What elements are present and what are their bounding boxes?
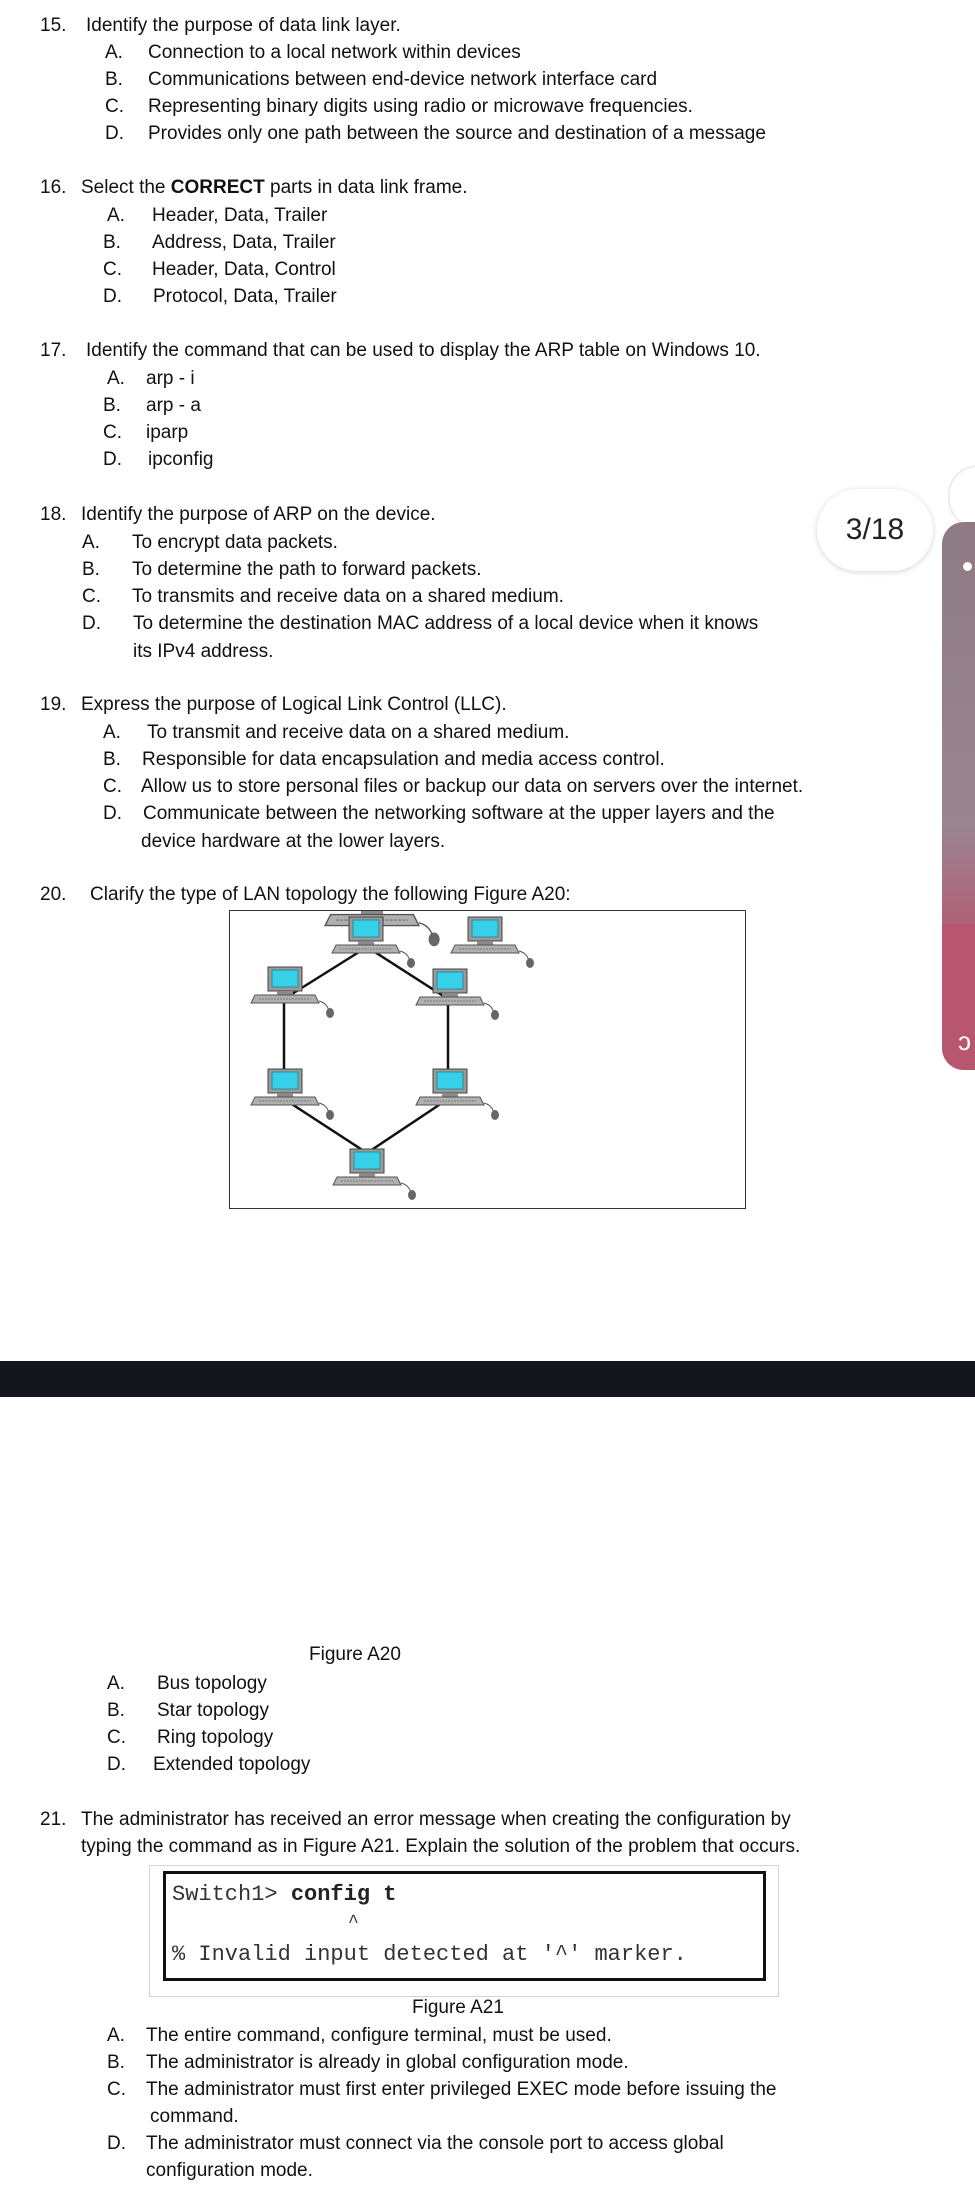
option-text: Connection to a local network within devices [148,42,521,63]
option-letter: A. [107,205,125,226]
option-text: arp - i [146,368,195,389]
side-panel-dot [963,562,972,571]
option-letter: B. [82,559,100,580]
option-text-continued: its IPv4 address. [133,641,274,662]
option-text: arp - a [146,395,201,416]
question-text-end: parts in data link frame. [264,177,468,198]
question-text: The administrator has received an error message when creating the configuration by [81,1809,791,1830]
option-letter: C. [103,259,122,280]
option-letter: C. [107,1727,126,1748]
option-letter: D. [105,123,124,144]
option-letter: D. [82,613,101,634]
option-text: To determine the path to forward packets. [132,559,482,580]
figure-a20-ring-topology [229,910,746,1209]
question-text-start: Select the [81,177,171,198]
question-number: 19. [40,694,67,715]
option-letter: C. [103,776,122,797]
option-text: Responsible for data encapsulation and media access control. [142,749,665,770]
option-text: iparp [146,422,189,443]
option-letter: B. [103,395,121,416]
option-text-continued: command. [150,2106,239,2127]
ring-topology-diagram [230,911,745,1208]
question-text: Identify the command that can be used to display the ARP table on Windows 10. [86,340,761,361]
option-letter: A. [103,722,121,743]
option-text: To determine the destination MAC address of a local device when it knows [133,613,759,634]
option-letter: B. [103,232,121,253]
option-text: Allow us to store personal files or backup our data on servers over the internet. [141,776,804,797]
cli-caret: ^ [348,1913,359,1933]
option-letter: B. [105,69,123,90]
option-text: Extended topology [153,1754,311,1775]
option-letter: D. [103,803,122,824]
question-number: 20. [40,884,67,905]
option-text: Address, Data, Trailer [152,232,336,253]
question-text: Express the purpose of Logical Link Control (LLC). [81,694,507,715]
question-text [81,178,468,197]
side-panel-ring [948,465,975,529]
option-text: To transmit and receive data on a shared medium. [147,722,570,743]
option-letter: A. [105,42,123,63]
option-letter: D. [103,449,122,470]
question-number: 17. [40,340,67,361]
page-indicator [817,489,933,571]
option-text: Communications between end-device network interface card [148,69,658,90]
option-text: To encrypt data packets. [132,532,338,553]
option-text: ipconfig [148,449,214,470]
figure-caption: Figure A20 [309,1644,401,1665]
question-number: 21. [40,1809,67,1830]
question-text-continued: typing the command as in Figure A21. Explain the solution of the problem that occurs. [81,1836,801,1857]
option-text: To transmits and receive data on a shared medium. [132,586,564,607]
question-number: 15. [40,15,67,36]
cli-command: config t [290,1882,397,1907]
option-letter: C. [82,586,101,607]
page-separator-bar [0,1361,975,1397]
cli-prompt: Switch1> [172,1882,291,1907]
ring-connections [284,947,448,1153]
option-letter: A. [82,532,100,553]
option-text: Protocol, Data, Trailer [153,286,337,307]
option-text: Header, Data, Trailer [152,205,328,226]
option-letter: B. [107,2052,125,2073]
option-text: The entire command, configure terminal, must be used. [146,2025,612,2046]
side-panel-c-icon: ɔ [958,1026,971,1056]
option-text: Communicate between the networking software at the upper layers and the [143,803,775,824]
option-letter: D. [107,1754,126,1775]
question-text: Identify the purpose of ARP on the device. [81,504,436,525]
question-text-emphasis: CORRECT [170,177,265,198]
option-text: The administrator is already in global configuration mode. [146,2052,629,2073]
page-indicator-text: 3/18 [845,513,905,546]
option-text: Bus topology [157,1673,267,1694]
figure-a21-cli [163,1871,766,1981]
option-letter: B. [107,1700,125,1721]
computer-node [251,917,534,1200]
option-letter: A. [107,368,125,389]
question-text: Clarify the type of LAN topology the following Figure A20: [90,884,571,905]
option-letter: A. [107,2025,125,2046]
cli-command-line [172,1884,396,1906]
option-text: Provides only one path between the source and destination of a message [148,123,766,144]
option-text-continued: device hardware at the lower layers. [141,831,446,852]
option-text: The administrator must connect via the console port to access global [146,2133,724,2154]
option-text: Representing binary digits using radio or microwave frequencies. [148,96,693,117]
option-letter: D. [107,2133,126,2154]
option-text: Header, Data, Control [152,259,336,280]
option-text: Ring topology [157,1727,274,1748]
option-letter: C. [107,2079,126,2100]
option-text-continued: configuration mode. [146,2160,313,2181]
question-number: 18. [40,504,67,525]
option-text: Star topology [157,1700,269,1721]
option-letter: B. [103,749,121,770]
question-text: Identify the purpose of data link layer. [86,15,401,36]
option-letter: D. [103,286,122,307]
cli-error-message: % Invalid input detected at '^' marker. [172,1942,687,1967]
figure-caption: Figure A21 [412,1997,504,2018]
option-letter: A. [107,1673,125,1694]
option-text: The administrator must first enter privileged EXEC mode before issuing the [146,2079,777,2100]
question-number: 16. [40,177,67,198]
option-letter: C. [103,422,122,443]
side-panel-handle[interactable] [942,522,975,1070]
option-letter: C. [105,96,124,117]
